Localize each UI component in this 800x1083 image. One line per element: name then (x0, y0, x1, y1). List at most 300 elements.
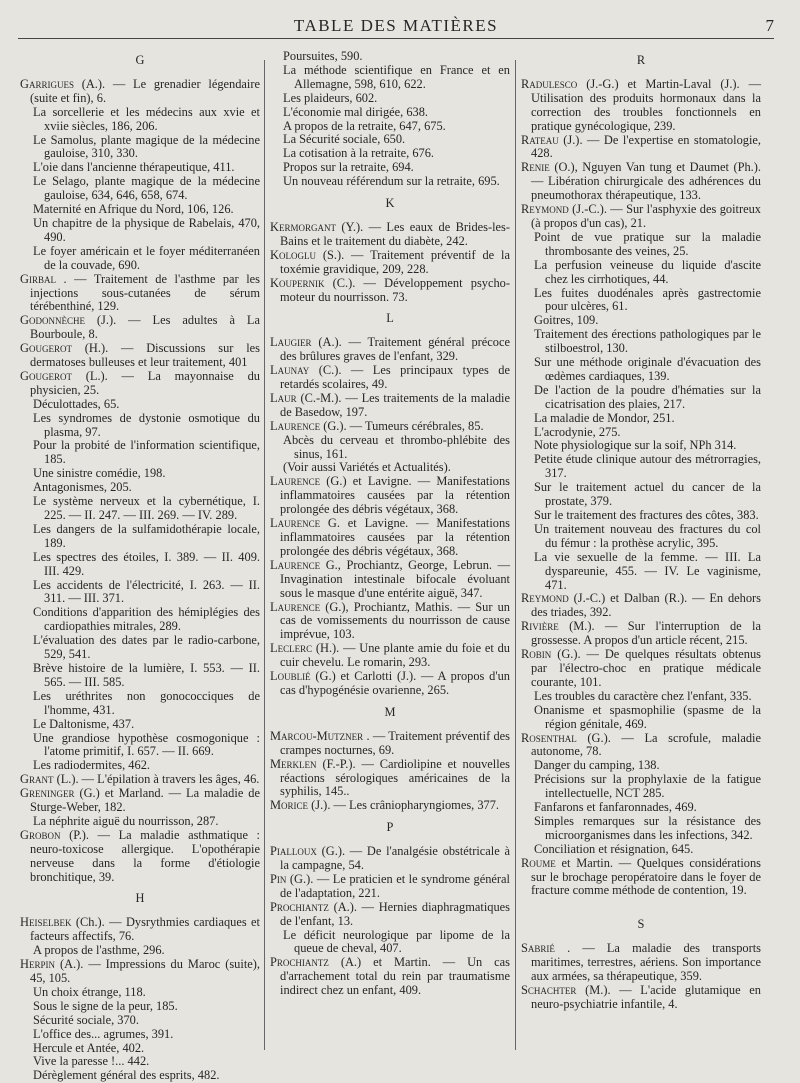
entry-text: (Voir aussi Variétés et Actualités). (283, 460, 451, 475)
entry-line (20, 944, 260, 958)
entry-text: Les syndromes de dystonie osmotique du plasma, 97. (33, 410, 260, 439)
entry-line (20, 412, 260, 440)
entry-line (270, 434, 510, 462)
entry-text: (C.-M.). — Les traitements de la maladie de Basedow, 197. (280, 390, 510, 419)
entry-line (20, 732, 260, 760)
author-name: Laurence (270, 599, 321, 614)
index-entry (270, 50, 510, 189)
index-column-3 (521, 50, 761, 1012)
entry-line (20, 245, 260, 273)
index-entry (521, 857, 761, 899)
entry-text: . — La maladie des transports maritimes, terrestres, aériens. Son importance aux armées, sa thérapeutique, 359. (531, 941, 761, 984)
entry-text: Le déficit neurologique par lipome de la queue de cheval, 407. (283, 927, 510, 956)
author-name: Sabrié (521, 941, 555, 956)
index-entry (521, 620, 761, 648)
index-entry (20, 342, 260, 370)
entry-text: (G.), Prochiantz, Mathis. — Sur un cas de vomissements du nourrisson de cause imprévue, 103. (280, 599, 510, 642)
author-name: Schachter (521, 983, 577, 997)
entry-text: L'oie dans l'ancienne thérapeutique, 411. (33, 160, 235, 175)
entry-line (20, 759, 260, 773)
entry-text: Sécurité sociale, 370. (33, 1012, 139, 1027)
entry-line (521, 648, 761, 690)
author-name: Girbal (20, 271, 56, 286)
entry-text: A propos de l'asthme, 296. (33, 943, 165, 958)
entry-line (270, 845, 510, 873)
entry-text: La cotisation à la retraite, 676. (283, 146, 435, 161)
entry-text: Conditions d'apparition des hémiplégies des cardiopathies mitrales, 289. (33, 605, 260, 634)
entry-line (521, 984, 761, 1012)
index-entry (270, 221, 510, 249)
entry-text: (A.). — Impressions du Maroc (suite), 45, 105. (30, 957, 260, 985)
entry-text: (J.-G.) et Martin-Laval (J.). — Utilisation des produits hormonaux dans la correction des troubles fonctionnels en pratique gynécologique, 239. (531, 76, 761, 133)
author-name: Roume (521, 855, 556, 870)
section-letter: R (636, 53, 646, 67)
entry-text: (M.). — L'acide glutamique en neuro-psychiatrie infantile, 4. (531, 983, 761, 1011)
entry-text: (A.). — Traitement général précoce des brûlures graves de l'enfant, 329. (280, 335, 510, 364)
author-name: Laurence (270, 557, 321, 572)
entry-line (270, 50, 510, 64)
entry-text: Le foyer américain et le foyer méditerranéen de la couvade, 690. (33, 243, 260, 272)
index-entry (270, 249, 510, 277)
entry-line (270, 392, 510, 420)
entry-line (270, 559, 510, 601)
entry-line (521, 801, 761, 815)
entry-line (270, 249, 510, 277)
index-entry (20, 916, 260, 958)
author-name: Rosenthal (521, 730, 577, 745)
author-name: Rateau (521, 132, 559, 147)
entry-text: L'office des... agrumes, 391. (33, 1026, 174, 1041)
entry-text: Hercule et Antée, 402. (33, 1040, 145, 1055)
entry-text: Traitement des érections pathologiques par le stilboestrol, 130. (534, 327, 761, 356)
entry-line (270, 221, 510, 249)
entry-text: (G.). — De quelques résultats obtenus par l'électro-choc en pratique médicale courante, 101. (531, 647, 761, 689)
author-name: Reymond (521, 202, 569, 217)
author-name: Kermorgant (270, 219, 336, 234)
entry-text: (J.). — De l'expertise en stomatologie, 428. (531, 132, 762, 161)
entry-line (521, 384, 761, 412)
entry-text: . — Traitement de l'asthme par les injections sous-cutanées de sérum térébenthiné, 129. (30, 271, 260, 314)
index-entry (270, 799, 510, 813)
index-entry (20, 273, 260, 315)
entry-line (270, 730, 510, 758)
entry-text: Sur une méthode originale d'évacuation des œdèmes cardiaques, 139. (534, 355, 761, 383)
entry-line (20, 606, 260, 634)
entry-text: La sorcellerie et les médecins aux xvie et xviie siècles, 186, 206. (33, 104, 260, 133)
entry-text: La méthode scientifique en France et en Allemagne, 598, 610, 622. (283, 62, 510, 91)
entry-line (270, 873, 510, 901)
entry-line (20, 1055, 260, 1069)
entry-text: (J.-C.). — Sur l'asphyxie des goitreux (à propos d'un cas), 21. (531, 202, 761, 230)
entry-line (521, 551, 761, 593)
entry-line (521, 231, 761, 259)
index-entry (270, 845, 510, 873)
index-entry (521, 592, 761, 620)
entry-text: (Ch.). — Dysrythmies cardiaques et facteurs affectifs, 76. (30, 915, 260, 944)
entry-line (270, 670, 510, 698)
entry-line (521, 453, 761, 481)
spacer (270, 813, 510, 817)
index-entry (270, 277, 510, 305)
entry-line (20, 106, 260, 134)
author-name: Prochiantz (270, 899, 329, 914)
entry-text: Sur le traitement actuel du cancer de la prostate, 379. (534, 480, 761, 509)
entry-text: (F.-P.). — Cardiolipine et nouvelles réactions sérologiques américaines de la syphilis, 145.. (280, 756, 510, 799)
index-entry (521, 203, 761, 592)
entry-text: Le Selago, plante magique de la médecine gauloise, 634, 646, 658, 674. (33, 174, 260, 203)
entry-line (270, 601, 510, 643)
entry-text: Poursuites, 590. (283, 49, 363, 63)
index-entry (521, 942, 761, 984)
entry-text: (H.). — Discussions sur les dermatoses bulleuses et leur traitement, 401 (30, 341, 260, 370)
entry-line (521, 287, 761, 315)
entry-line (270, 147, 510, 161)
entry-line (20, 523, 260, 551)
entry-line (521, 704, 761, 732)
entry-line (270, 277, 510, 305)
index-entry (270, 601, 510, 643)
entry-line (270, 364, 510, 392)
entry-line (20, 398, 260, 412)
spacer (270, 304, 510, 308)
entry-line (270, 758, 510, 800)
author-name: Garrigues (20, 76, 74, 91)
entry-line (20, 551, 260, 579)
entry-line (20, 1028, 260, 1042)
entry-text: Danger du camping, 138. (534, 758, 660, 773)
author-name: Radulesco (521, 76, 578, 91)
entry-text: (Y.). — Les eaux de Brides-les-Bains et le traitement du diabète, 242. (280, 219, 510, 248)
index-entry (20, 958, 260, 1083)
author-name: Reymond (521, 591, 569, 606)
entry-line (270, 799, 510, 813)
entry-line (521, 857, 761, 899)
index-entry (20, 78, 260, 273)
page-header (18, 14, 774, 36)
entry-text: Déculottades, 65. (33, 396, 120, 411)
entry-text: A propos de la retraite, 647, 675. (283, 118, 446, 133)
index-entry (521, 134, 761, 162)
entry-line (20, 342, 260, 370)
entry-line (521, 732, 761, 760)
entry-text: Sous le signe de la peur, 185. (33, 998, 178, 1013)
entry-text: L'acrodynie, 275. (534, 424, 621, 439)
entry-line (521, 815, 761, 843)
page-title: TABLE DES MATIÈRES (293, 16, 499, 35)
index-column-2 (270, 50, 510, 998)
entry-line (20, 662, 260, 690)
entry-line (270, 929, 510, 957)
entry-line (521, 439, 761, 453)
index-entry (20, 370, 260, 773)
entry-text: Le Samolus, plante magique de la médecine gauloise, 310, 330. (33, 132, 260, 161)
entry-text: Une grandiose hypothèse cosmogonique : l'atome primitif, I. 657. — II. 669. (33, 730, 260, 759)
entry-line (20, 134, 260, 162)
entry-text: Les spectres des étoiles, I. 389. — II. 409. III. 429. (33, 549, 260, 578)
entry-line (270, 133, 510, 147)
entry-text: (A.). — Le grenadier légendaire (suite et fin), 6. (30, 76, 260, 105)
entry-line (20, 958, 260, 986)
entry-text: (G.). — Le praticien et le syndrome général de l'adaptation, 221. (280, 871, 510, 900)
author-name: Kologlu (270, 247, 316, 262)
entry-text: Antagonismes, 205. (33, 480, 132, 495)
entry-line (521, 412, 761, 426)
entry-text: Les fuites duodénales après gastrectomie pour ulcères, 61. (534, 285, 761, 314)
author-name: Morice (270, 798, 309, 813)
entry-text: Les radiodermites, 462. (33, 758, 150, 773)
author-name: Rivière (521, 619, 559, 634)
author-name: Godonnèche (20, 313, 85, 328)
index-entry (270, 642, 510, 670)
entry-line (20, 217, 260, 245)
entry-text: Les uréthrites non gonococciques de l'homme, 431. (33, 688, 260, 717)
entry-text: La Sécurité sociale, 650. (283, 132, 406, 147)
entry-text: (L.). — L'épilation à travers les âges, 46. (56, 772, 260, 787)
section-letter: K (385, 196, 395, 211)
index-entry (20, 314, 260, 342)
entry-text: Vive la paresse !... 442. (33, 1054, 150, 1069)
section-letter: S (637, 917, 645, 932)
index-entry (521, 648, 761, 731)
entry-text: (G.). — Tumeurs cérébrales, 85. (323, 418, 484, 433)
entry-text: (A.) et Martin. — Un cas d'arrachement total du rein par traumatisme indirect chez un enfant, 409. (280, 955, 510, 998)
spacer (20, 884, 260, 888)
index-entry (270, 475, 510, 517)
entry-line (20, 203, 260, 217)
entry-line (270, 92, 510, 106)
entry-text: (S.). — Traitement préventif de la toxémie gravidique, 209, 228. (280, 247, 510, 276)
entry-line (20, 579, 260, 607)
entry-line (270, 642, 510, 670)
entry-line (270, 106, 510, 120)
section-letter: G (135, 53, 145, 67)
author-name: Robin (521, 647, 552, 662)
entry-text: (G.). — De l'analgésie obstétricale à la campagne, 54. (280, 844, 510, 873)
entry-line (20, 1014, 260, 1028)
entry-line (270, 901, 510, 929)
entry-line (521, 356, 761, 384)
entry-line (521, 690, 761, 704)
index-entry (270, 559, 510, 601)
entry-text: (G.) et Carlotti (J.). — A propos d'un cas d'hypogénésie ovarienne, 265. (280, 669, 510, 697)
entry-line (20, 815, 260, 829)
entry-text: La perfusion veineuse du liquide d'ascite chez les cirrhotiques, 44. (534, 257, 761, 286)
author-name: Laugier (270, 335, 312, 350)
index-entry (270, 364, 510, 392)
entry-text: Simples remarques sur la résistance des microorganismes dans les infections, 342. (534, 813, 761, 842)
entry-line (20, 773, 260, 787)
author-name: Launay (270, 363, 310, 378)
entry-line (20, 78, 260, 106)
entry-text: Maternité en Afrique du Nord, 106, 126. (33, 202, 234, 217)
entry-text: (G.). — La scrofule, maladie autonome, 78. (531, 730, 761, 759)
entry-line (20, 370, 260, 398)
column-divider (515, 60, 516, 1050)
author-name: Gougerot (20, 368, 72, 383)
entry-text: Un choix étrange, 118. (33, 984, 146, 999)
entry-text: Onanisme et spasmophilie (spasme de la région génitale, 469. (534, 702, 761, 731)
entry-text: Un nouveau référendum sur la retraite, 695. (283, 174, 500, 189)
entry-line (521, 161, 761, 203)
entry-line (521, 523, 761, 551)
entry-line (20, 439, 260, 467)
entry-text: La néphrite aiguë du nourrisson, 287. (33, 813, 219, 828)
index-entry (270, 517, 510, 559)
entry-text: Le Daltonisme, 437. (33, 716, 135, 731)
author-name: Greninger (20, 786, 75, 801)
section-letter: P (386, 820, 394, 835)
entry-text: et Martin. — Quelques considérations sur le brochage peropératoire dans le foyer de fracture comme méthode de contention, 19. (531, 855, 761, 898)
entry-line (521, 426, 761, 440)
author-name: Grobon (20, 827, 61, 842)
entry-line (521, 481, 761, 509)
entry-line (521, 509, 761, 523)
entry-line (521, 620, 761, 648)
entry-line (521, 843, 761, 857)
entry-line (20, 1042, 260, 1056)
section-letter: L (386, 311, 394, 326)
entry-text: (M.). — Sur l'interruption de la grossesse. A propos d'un article récent, 215. (531, 619, 761, 648)
entry-line (270, 475, 510, 517)
entry-text: Conciliation et résignation, 645. (534, 841, 694, 856)
entry-text: (J.). — Les crâniopharyngiomes, 377. (311, 798, 500, 813)
entry-text: Un traitement nouveau des fractures du col du fémur : la prothèse acrylic, 395. (534, 521, 761, 550)
index-entry (20, 787, 260, 829)
entry-line (20, 467, 260, 481)
author-name: Herpin (20, 957, 55, 972)
entry-text: Les plaideurs, 602. (283, 90, 378, 105)
entry-line (521, 259, 761, 287)
index-entry (270, 758, 510, 800)
entry-line (20, 273, 260, 315)
index-entry (270, 901, 510, 957)
entry-text: G. et Lavigne. — Manifestations inflammatoires causées par la rétention prolongée des débris végétaux, 368. (280, 516, 510, 558)
section-letter: H (135, 891, 145, 906)
entry-text: Le système nerveux et la cybernétique, I. 225. — II. 247. — III. 269. — IV. 289. (33, 494, 260, 522)
index-entry (270, 420, 510, 476)
entry-line (521, 203, 761, 231)
entry-line (521, 134, 761, 162)
entry-line (521, 759, 761, 773)
author-name: Gougerot (20, 341, 72, 356)
index-entry (270, 956, 510, 998)
index-entry (270, 873, 510, 901)
entry-line (270, 420, 510, 434)
index-entry (521, 78, 761, 134)
entry-line (20, 986, 260, 1000)
index-column-1 (20, 50, 260, 1083)
entry-line (270, 956, 510, 998)
author-name: Renie (521, 160, 550, 175)
entry-text: (L.). — La mayonnaise du physicien, 25. (30, 368, 260, 397)
entry-text: (C.). — Développement psycho-moteur du nourrisson. 73. (280, 275, 510, 304)
index-entry (270, 336, 510, 364)
entry-line (20, 787, 260, 815)
entry-line (20, 161, 260, 175)
entry-text: (C.). — Les principaux types de retardés scolaires, 49. (280, 363, 510, 392)
entry-text: Les dangers de la sulfamidothérapie locale, 189. (33, 521, 260, 550)
entry-text: G., Prochiantz, George, Lebrun. — Invagination intestinale bifocale évoluant sous le masque d'une entérite aiguë, 347. (280, 557, 510, 600)
entry-line (521, 773, 761, 801)
entry-text: (G.) et Marland. — La maladie de Sturge-Weber, 182. (30, 786, 260, 815)
entry-line (20, 481, 260, 495)
entry-text: Une sinistre comédie, 198. (33, 466, 166, 481)
entry-line (521, 78, 761, 134)
section-letter: M (384, 704, 396, 719)
entry-line (20, 690, 260, 718)
spacer (270, 189, 510, 193)
entry-line (20, 495, 260, 523)
entry-text: La vie sexuelle de la femme. — III. La dyspareunie, 455. — IV. Le vaginisme, 471. (534, 549, 761, 592)
entry-text: Goitres, 109. (534, 313, 599, 328)
entry-text: . — Traitement préventif des crampes nocturnes, 69. (280, 728, 510, 757)
entry-line (270, 175, 510, 189)
entry-line (270, 161, 510, 175)
entry-line (20, 314, 260, 342)
entry-text: (O.), Nguyen Van tung et Daumet (Ph.). — Libération chirurgicale des adhérences du pneumothorax thérapeutique, 133. (531, 160, 761, 203)
entry-line (270, 517, 510, 559)
entry-text: (A.). — Hernies diaphragmatiques de l'enfant, 13. (280, 899, 510, 928)
entry-text: De l'action de la poudre d'hématies sur la cicatrisation des plaies, 217. (534, 382, 761, 411)
entry-text: (H.). — Une plante amie du foie et du cuir chevelu. Le romarin, 293. (280, 641, 510, 670)
column-divider (264, 60, 265, 1050)
author-name: Koupernik (270, 275, 325, 290)
entry-text: L'économie mal dirigée, 638. (283, 104, 429, 119)
index-entry (521, 732, 761, 857)
index-entry (270, 730, 510, 758)
entry-line (20, 829, 260, 885)
page-number: 7 (765, 16, 774, 35)
entry-text: Les accidents de l'électricité, I. 263. — II. 311. — III. 371. (33, 577, 260, 606)
author-name: Laurence (270, 516, 321, 531)
entry-line (270, 120, 510, 134)
spacer (270, 698, 510, 702)
entry-line (20, 634, 260, 662)
entry-text: Sur le traitement des fractures des côtes, 383. (534, 508, 759, 522)
entry-line (270, 461, 510, 475)
entry-text: (G.) et Lavigne. — Manifestations inflammatoires causées par la rétention prolongée des débris végétaux, 368. (280, 474, 511, 517)
entry-line (20, 718, 260, 732)
entry-line (270, 64, 510, 92)
entry-text: Petite étude clinique autour des métrorragies, 317. (534, 452, 761, 481)
entry-line (521, 328, 761, 356)
entry-text: Abcès du cerveau et thrombo-phlébite des sinus, 161. (283, 432, 510, 461)
entry-line (521, 942, 761, 984)
entry-text: Point de vue pratique sur la maladie thrombosante des veines, 25. (534, 229, 761, 258)
index-entry (20, 829, 260, 885)
entry-text: (J.). — Les adultes à La Bourboule, 8. (30, 313, 260, 342)
entry-text: Note physiologique sur la soif, NPh 314. (534, 438, 737, 453)
entry-line (521, 592, 761, 620)
entry-text: Pour la probité de l'information scientifique, 185. (33, 438, 260, 467)
entry-text: Fanfarons et fanfaronnades, 469. (534, 800, 697, 815)
spacer (521, 910, 761, 914)
author-name: Marcou-Mutzner (270, 728, 364, 743)
entry-line (20, 916, 260, 944)
index-entry (270, 670, 510, 698)
author-name: Grant (20, 772, 54, 787)
entry-line (20, 175, 260, 203)
entry-text: Les troubles du caractère chez l'enfant, 335. (534, 688, 752, 703)
author-name: Laurence (270, 418, 321, 433)
author-name: Pin (270, 871, 287, 886)
author-name: Laur (270, 390, 297, 405)
index-entry (521, 984, 761, 1012)
entry-text: Propos sur la retraite, 694. (283, 160, 414, 175)
author-name: Heiselbek (20, 915, 72, 930)
entry-text: (P.). — La maladie asthmatique : neuro-toxicose allergique. L'opothérapie nerveuse dans la forme d'étiologie bronchitique, 39. (30, 827, 260, 884)
index-entry (270, 392, 510, 420)
